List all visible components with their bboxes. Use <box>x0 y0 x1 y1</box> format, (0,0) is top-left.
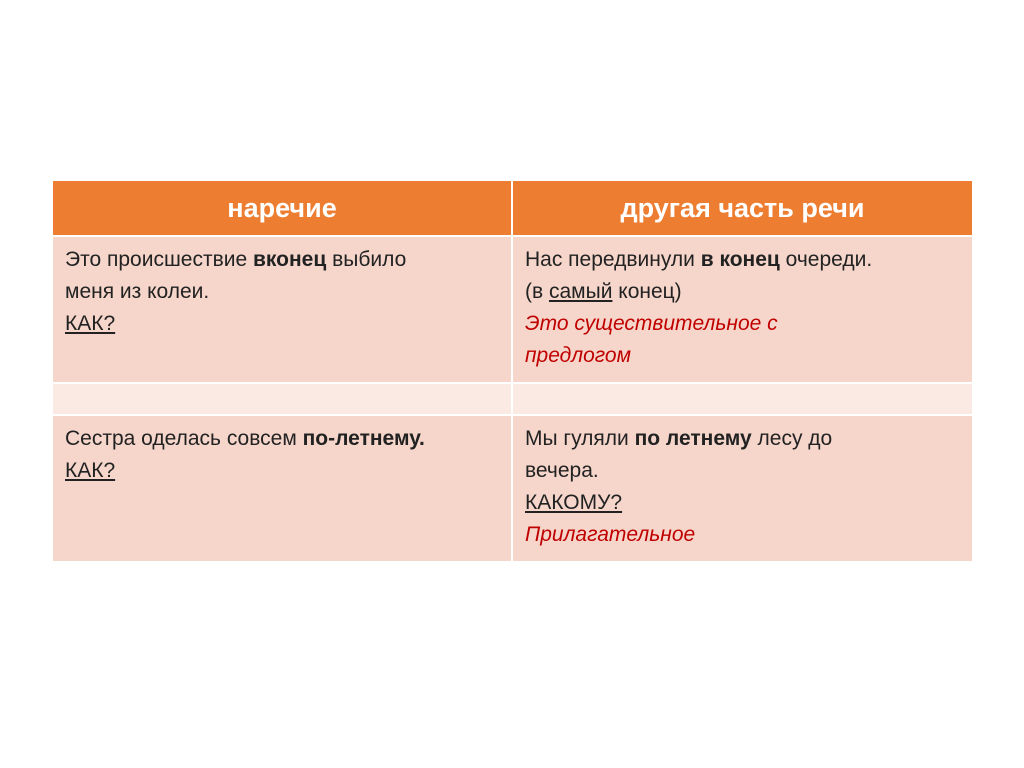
sentence-line: вечера. <box>525 459 599 482</box>
other-cell <box>512 236 973 383</box>
question-text: КАК? <box>65 459 116 482</box>
sentence-text: выбило <box>326 248 407 271</box>
sentence-line <box>525 244 962 276</box>
sentence-text: (в <box>525 280 549 303</box>
sentence-text: очереди. <box>779 248 873 271</box>
table-row <box>52 236 973 383</box>
adverb-cell <box>52 236 512 383</box>
sentence-text: лесу до <box>751 427 833 450</box>
sentence-text: Это происшествие <box>65 248 253 271</box>
question-text: КАК? <box>65 312 116 335</box>
table-row <box>52 415 973 562</box>
highlighted-word: вконец <box>253 248 327 271</box>
empty-cell <box>512 383 973 415</box>
sentence-text: Мы гуляли <box>525 427 635 450</box>
other-cell <box>512 415 973 562</box>
comparison-table <box>51 179 974 563</box>
sentence-text: Нас передвинули <box>525 248 701 271</box>
table-header-row <box>52 180 973 236</box>
explanation-note: предлогом <box>525 344 632 367</box>
sentence-line <box>525 276 962 308</box>
question-text: КАКОМУ? <box>525 491 623 514</box>
sentence-line <box>65 423 501 455</box>
adverb-cell <box>52 415 512 562</box>
empty-row <box>52 383 973 415</box>
sentence-line <box>525 423 962 455</box>
sentence-line: меня из колеи. <box>65 280 210 303</box>
sentence-text: конец) <box>612 280 682 303</box>
underlined-word: самый <box>548 280 613 303</box>
highlighted-word: по летнему <box>634 427 752 450</box>
explanation-note: Это существительное с <box>525 312 778 335</box>
sentence-line <box>65 244 501 276</box>
sentence-text: Сестра оделась совсем <box>65 427 303 450</box>
empty-cell <box>52 383 512 415</box>
highlighted-word: в конец <box>700 248 780 271</box>
explanation-note: Прилагательное <box>525 523 696 546</box>
highlighted-word: по-летнему. <box>302 427 425 450</box>
header-adverb: наречие <box>52 180 512 236</box>
header-other-part-of-speech: другая часть речи <box>512 180 973 236</box>
